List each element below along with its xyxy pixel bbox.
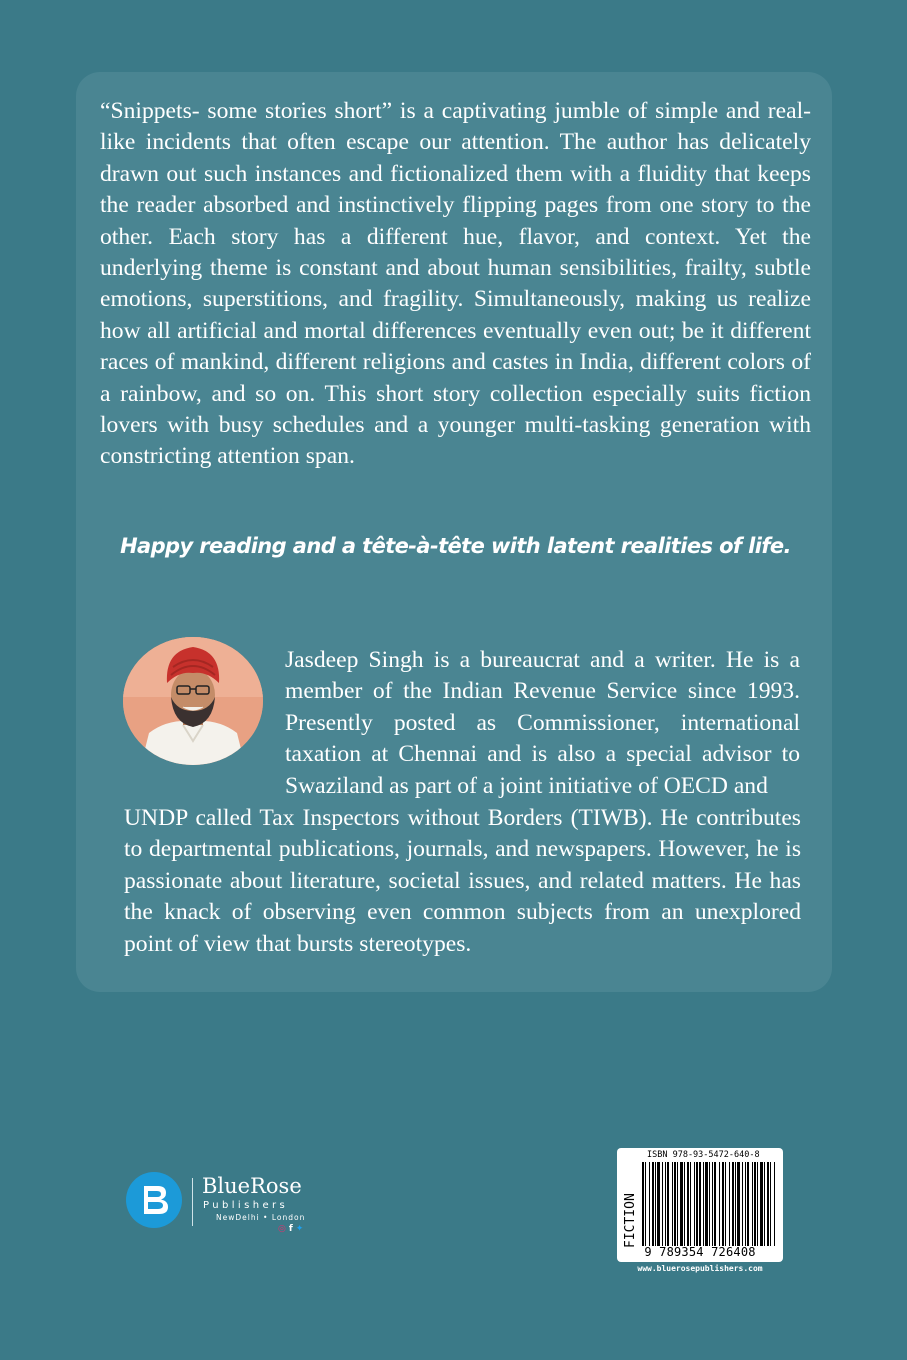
barcode-bar: [722, 1162, 724, 1246]
barcode-bar: [699, 1162, 701, 1246]
barcode-bar: [657, 1162, 660, 1246]
author-bio-top: Jasdeep Singh is a bureaucrat and a writer. He is a member of the Indian Revenue Service since 1993. Presently posted as Commissioner, international taxation at Chennai and is also a special advisor to Swaziland as part of a joint initiative of OECD and: [285, 647, 800, 799]
barcode-bar: [680, 1162, 683, 1246]
barcode-bar: [667, 1162, 669, 1246]
barcode-bar: [662, 1162, 663, 1246]
barcode-bar: [725, 1162, 726, 1246]
barcode-bar: [649, 1162, 650, 1246]
barcode-bar: [757, 1162, 758, 1246]
tagline: Happy reading and a tête-à-tête with latent realities of life.: [120, 534, 791, 558]
instagram-icon: ◎: [278, 1224, 286, 1234]
barcode-bar: [694, 1162, 695, 1246]
social-icons: [278, 1224, 303, 1234]
barcode-bar: [709, 1162, 710, 1246]
barcode-bar: [674, 1162, 676, 1246]
publisher-name: BlueRose: [202, 1174, 302, 1198]
barcode: [641, 1162, 777, 1246]
barcode-bar: [696, 1162, 698, 1246]
author-photo: [123, 637, 263, 765]
barcode-bar: [655, 1162, 656, 1246]
twitter-icon: ✦: [295, 1224, 304, 1234]
barcode-bar: [732, 1162, 734, 1246]
barcode-panel: [617, 1148, 783, 1262]
logo-divider: [192, 1178, 193, 1226]
barcode-bar: [645, 1162, 646, 1246]
category-label: [619, 1156, 639, 1254]
facebook-icon: f: [288, 1224, 293, 1234]
barcode-bar: [665, 1162, 666, 1246]
bluerose-logo-icon: [126, 1172, 182, 1228]
publisher-cities: NewDelhi • London: [216, 1213, 306, 1222]
barcode-bar: [735, 1162, 736, 1246]
barcode-bar: [705, 1162, 708, 1246]
isbn-number: 9 789354 726408: [644, 1245, 756, 1259]
publisher-website: www.bluerosepublishers.com: [637, 1264, 763, 1273]
barcode-bar: [677, 1162, 678, 1246]
barcode-bar: [652, 1162, 654, 1246]
svg-text:FICTION: FICTION: [623, 1193, 638, 1248]
barcode-bar: [703, 1162, 704, 1246]
barcode-bar: [752, 1162, 753, 1246]
publisher-subtitle: Publishers: [203, 1200, 289, 1211]
barcode-bar: [690, 1162, 691, 1246]
isbn-label: ISBN 978-93-5472-640-8: [647, 1150, 760, 1160]
barcode-bar: [774, 1162, 775, 1246]
barcode-bar: [684, 1162, 685, 1246]
barcode-bar: [754, 1162, 756, 1246]
barcode-bar: [687, 1162, 689, 1246]
barcode-bar: [672, 1162, 673, 1246]
barcode-bar: [642, 1162, 644, 1246]
author-bio-bottom: UNDP called Tax Inspectors without Borders (TIWB). He contributes to departmental publications, journals, and newspapers. However, he is passionate about literature, societal issues, and related matters. He has the knack of observing even common subjects from an unexplored point of view that bursts stereotypes.: [124, 805, 801, 957]
book-blurb: “Snippets- some stories short” is a captivating jumble of simple and real-like incidents that often escape our attention. The author has delicately drawn out such instances and fictionalized them with a fluidity that keeps the reader absorbed and instinctively flipping pages from one story to the other. Each story has a different hue, flavor, and context. Yet the underlying theme is constant and about human sensibilities, frailty, subtle emotions, superstitions, and fragility. Simultaneously, making us realize how all artificial and mortal differences eventually even out; be it different races of mankind, different religions and castes in India, different colors of a rainbow, and so on. This short story collection especially suits fiction lovers with busy schedules and a younger multi-tasking generation with constricting attention span.: [100, 98, 811, 470]
barcode-bar: [760, 1162, 763, 1246]
barcode-bar: [770, 1162, 771, 1246]
barcode-bar: [747, 1162, 749, 1246]
barcode-bar: [737, 1162, 740, 1246]
barcode-bar: [719, 1162, 720, 1246]
barcode-bar: [767, 1162, 769, 1246]
barcode-bar: [745, 1162, 746, 1246]
barcode-bar: [742, 1162, 743, 1246]
barcode-bar: [729, 1162, 730, 1246]
publisher-logo: [126, 1172, 346, 1242]
barcode-bar: [712, 1162, 713, 1246]
barcode-bar: [714, 1162, 716, 1246]
barcode-bar: [764, 1162, 765, 1246]
